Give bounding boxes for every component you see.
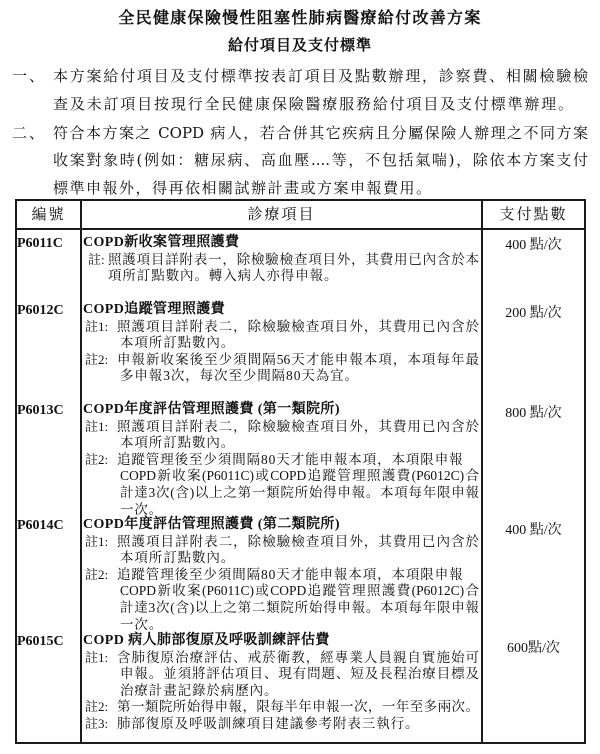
row-code: P6013C [17, 403, 64, 418]
note-line: 申報。並須將評估項目、現有問題、短及長程治療目標及 [120, 666, 479, 682]
row-item-title: COPD新收案管理照護費 [83, 235, 240, 250]
table-header-points: 支付點數 [499, 205, 568, 223]
section-text-line: 查及未訂項目按現行全民健康保險醫療服務給付項目及支付標準辦理。 [53, 95, 573, 113]
row-code: P6015C [17, 634, 64, 649]
note-line: 第一類院所始得申報，限每半年申報一次，一年至多兩次。 [117, 699, 479, 715]
note-label: 註2: [85, 351, 109, 367]
note-label: 註1: [85, 318, 109, 334]
note-line: 照護項目詳附表一，除檢驗檢查項目外，其費用已內含於本 [108, 251, 479, 267]
row-item-title: COPD年度評估管理照護費 (第一類院所) [83, 402, 340, 417]
row-item-title: COPD 病人肺部復原及呼吸訓練評估費 [83, 633, 330, 648]
row-note [83, 699, 481, 716]
note-line: 照護項目詳附表二，除檢驗檢查項目外，其費用已內含於 [117, 533, 479, 549]
note-line: 追蹤管理後至少須間隔80天才能申報本項，本項限申報 [117, 451, 464, 467]
section-marker: 二、 [12, 124, 47, 142]
section-text-line: 標準申報外，得再依相關試辦計畫或方案申報費用。 [53, 179, 433, 197]
table-row [83, 402, 481, 518]
table-row [83, 302, 481, 385]
section-text-line: 本方案給付項目及支付標準按表訂項目及點數辦理，診察費、相關檢驗檢 [53, 67, 588, 85]
note-line: COPD新收案(P6011C)或COPD追蹤管理照護費(P6012C)合 [120, 468, 479, 484]
row-note [83, 567, 481, 633]
row-code: P6011C [17, 236, 63, 251]
row-note [83, 252, 481, 285]
row-note [83, 650, 481, 700]
row-note [83, 534, 481, 567]
row-points: 800 點/次 [505, 406, 562, 421]
table-row [83, 633, 481, 733]
row-points: 600點/次 [507, 641, 560, 656]
document-subtitle: 給付項目及支付標準 [227, 36, 372, 54]
note-label: 註3: [85, 715, 109, 731]
table-header-divider [15, 228, 586, 230]
note-line: 本項所訂點數內。 [120, 335, 236, 351]
document-title: 全民健康保險慢性阻塞性肺病醫療給付改善方案 [118, 8, 482, 27]
note-line: 一次。 [120, 501, 164, 517]
row-points: 400 點/次 [505, 238, 562, 253]
note-label: 註2: [85, 451, 109, 467]
note-line: 申報新收案後至少須間隔56天才能申報本項，本項每年最 [117, 351, 479, 367]
row-code: P6012C [17, 303, 64, 318]
section-marker: 一、 [12, 67, 47, 85]
section-text-line: 收案對象時(例如：糖尿病、高血壓....等，不包括氣喘)，除依本方案支付 [53, 151, 588, 169]
row-points: 400 點/次 [505, 523, 562, 538]
note-line: 計達3次(含)以上之第一類院所始得申報。本項每年限申報 [120, 484, 479, 500]
table-row [83, 517, 481, 633]
note-line: 項所訂點數內。轉入病人亦得申報。 [108, 268, 339, 284]
note-line: 追蹤管理後至少須間隔80天才能申報本項，本項限申報 [117, 566, 464, 582]
table-row [83, 235, 481, 285]
note-line: 多申報3次，每次至少間隔80天為宜。 [120, 368, 359, 384]
section-text-line: 符合本方案之 COPD 病人，若合併其它疾病且分屬保險人辦理之不同方案 [53, 124, 588, 142]
table-column-divider [80, 199, 82, 744]
note-line: 計達3次(含)以上之第二類院所始得申報。本項每年限申報 [120, 599, 479, 615]
note-label: 註: [88, 251, 105, 267]
row-note [83, 716, 481, 733]
note-line: 治療計畫記錄於病歷內。 [120, 682, 279, 698]
table-header-item: 診療項目 [247, 205, 316, 223]
note-label: 註2: [85, 566, 109, 582]
row-points: 200 點/次 [505, 306, 562, 321]
row-note [83, 319, 481, 352]
note-line: 肺部復原及呼吸訓練項目建議參考附表三執行。 [117, 715, 420, 731]
note-line: 本項所訂點數內。 [120, 435, 236, 451]
row-code: P6014C [17, 518, 64, 533]
note-line: COPD新收案(P6011C)或COPD追蹤管理照護費(P6012C)合 [120, 583, 479, 599]
note-line: 含肺復原治療評估、戒菸衛教，經專業人員親自實施始可 [117, 649, 479, 665]
table-header-code: 編號 [31, 205, 66, 223]
table-column-divider [481, 199, 483, 744]
note-label: 註1: [85, 533, 109, 549]
note-label: 註1: [85, 649, 109, 665]
row-item-title: COPD追蹤管理照護費 [83, 302, 226, 317]
note-line: 本項所訂點數內。 [120, 550, 236, 566]
row-note [83, 352, 481, 385]
row-note [83, 419, 481, 452]
note-label: 註2: [85, 699, 109, 715]
note-line: 一次。 [120, 616, 164, 632]
note-line: 照護項目詳附表二，除檢驗檢查項目外，其費用已內含於 [117, 418, 479, 434]
note-line: 照護項目詳附表二，除檢驗檢查項目外，其費用已內含於 [117, 318, 479, 334]
row-item-title: COPD年度評估管理照護費 (第二類院所) [83, 517, 340, 532]
note-label: 註1: [85, 418, 109, 434]
row-note [83, 452, 481, 518]
